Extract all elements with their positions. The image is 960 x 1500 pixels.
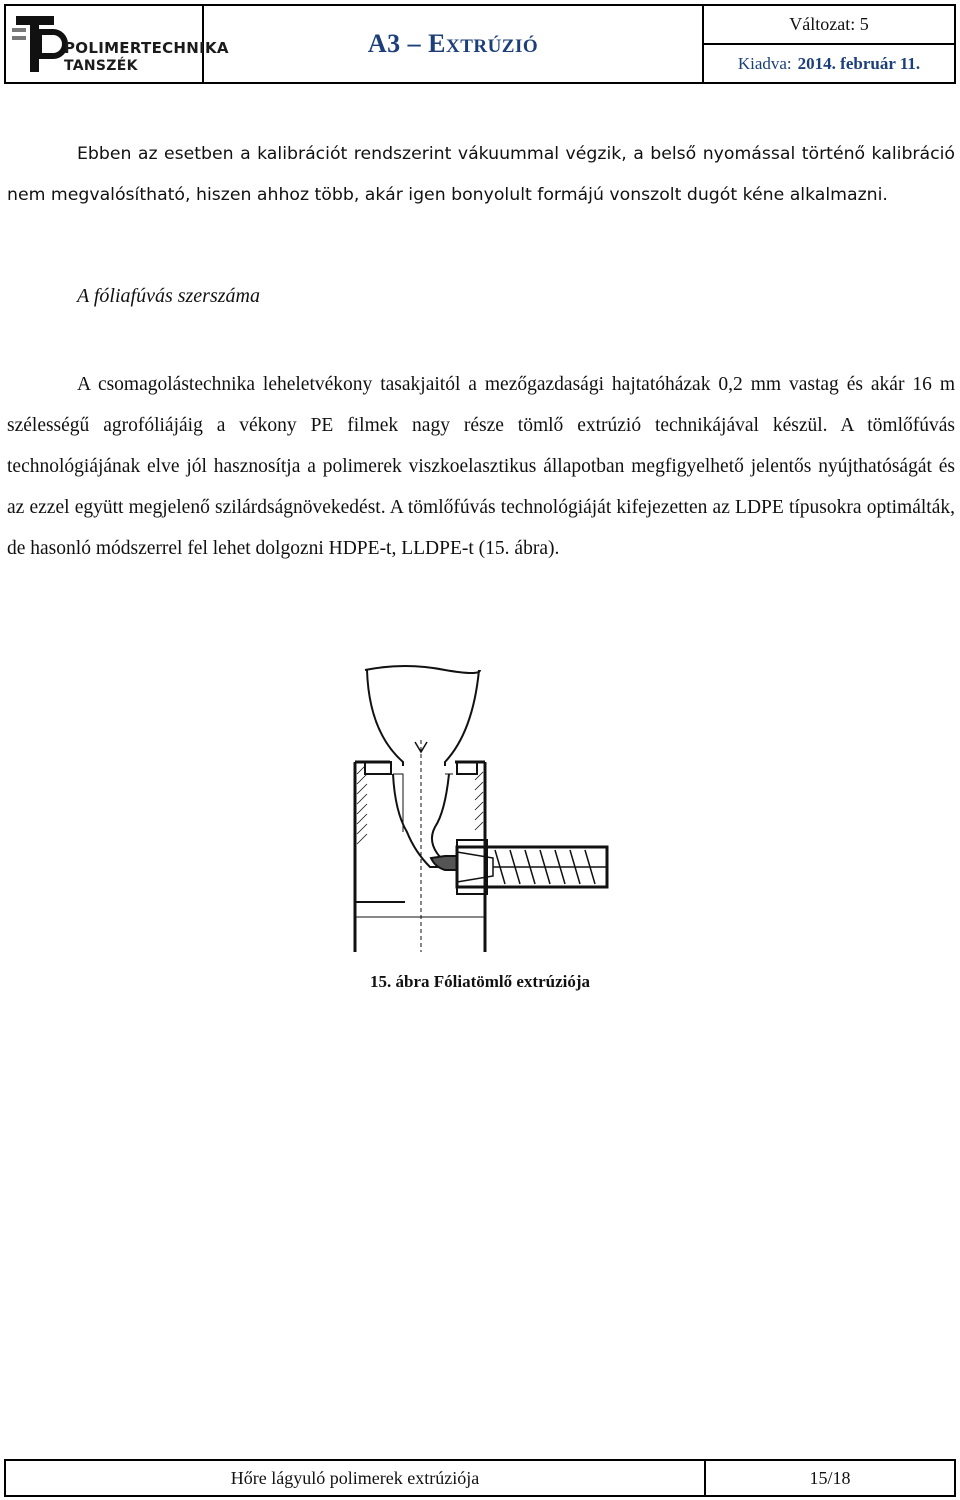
page-header — [4, 4, 956, 84]
extrusion-die-diagram — [345, 662, 615, 957]
paragraph-calibration: Ebben az esetben a kalibrációt rendszerint vákuummal végzik, a belső nyomással történő kalibráció nem megvalósítható, hiszen ahhoz több, akár igen bonyolult formájú vonszolt dugót kéne alkalmazni. — [7, 144, 955, 205]
document-title-cell — [204, 6, 704, 82]
issue-date: Kiadva: 2014. február 11. — [737, 53, 921, 73]
logo-line-1: POLIMERTECHNIKA — [64, 39, 229, 57]
page-number: 15/18 — [809, 1467, 851, 1488]
department-logo — [6, 6, 229, 82]
logo-line-2: TANSZÉK — [64, 58, 138, 74]
page-footer — [4, 1459, 956, 1497]
film-tube-extrusion-figure — [345, 662, 615, 957]
version-label: Változat: 5 — [704, 6, 954, 45]
document-title: A3 – EXTRÚZIÓ — [367, 29, 539, 58]
figure-caption: 15. ábra Fóliatömlő extrúziója — [369, 972, 590, 991]
document-meta — [704, 6, 954, 82]
footer-document-title: Hőre lágyuló polimerek extrúziója — [6, 1461, 706, 1495]
section-subheading: A fóliafúvás szerszáma — [77, 285, 260, 307]
paragraph-film-blowing: A csomagolástechnika leheletvékony tasakjaitól a mezőgazdasági hajtatóházak 0,2 mm vastag és akár 16 m szélességű agrofóliájáig a vékony PE filmek nagy része tömlő extrúzió technikájával készül. A tömlőfúvás technológiájának elve jól hasznosítja a polimerek viszkoelasztikus állapotban megfigyelhető jelentős nyújthatóságát és az ezzel együtt megjelenő szilárdságnövekedést. A tömlőfúvás technológiáját kifejezetten az LDPE típusokra optimálták, de hasonló módszerrel fel lehet dolgozni HDPE-t, LLDPE-t (15. ábra). — [7, 374, 955, 559]
